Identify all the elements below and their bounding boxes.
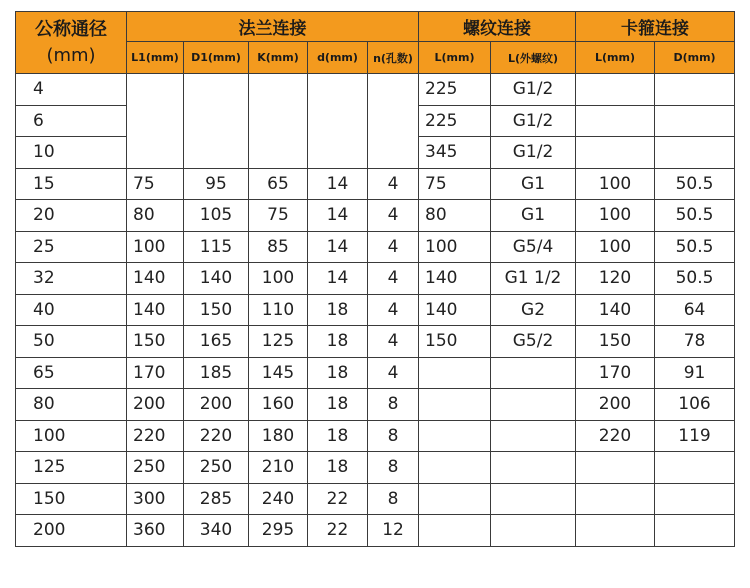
flange-d1-cell: 220: [184, 420, 249, 452]
flange-hole-count-cell: 8: [368, 420, 419, 452]
flange-d-cell: 18: [308, 357, 368, 389]
thread-length-cell: 100: [419, 231, 491, 263]
flange-hole-count-cell: 4: [368, 357, 419, 389]
flange-k-cell: 240: [249, 483, 308, 515]
thread-length-cell: [419, 515, 491, 547]
thread-length-cell: [419, 483, 491, 515]
col-header-thread-external: L(外螺纹): [491, 42, 576, 74]
clamp-diameter-cell: 78: [655, 326, 735, 358]
empty-flange-d-cell: [308, 74, 368, 169]
col-header-thread-l: L(mm): [419, 42, 491, 74]
clamp-diameter-cell: 106: [655, 389, 735, 421]
thread-spec-cell: G1/2: [491, 137, 576, 169]
nominal-diameter-cell: 20: [16, 200, 127, 232]
nominal-diameter-cell: 40: [16, 294, 127, 326]
thread-length-cell: [419, 420, 491, 452]
flange-d-cell: 18: [308, 294, 368, 326]
thread-spec-cell: G1: [491, 168, 576, 200]
flange-hole-count-cell: 4: [368, 231, 419, 263]
nominal-diameter-cell: 150: [16, 483, 127, 515]
flange-d1-cell: 340: [184, 515, 249, 547]
flange-l1-cell: 100: [127, 231, 184, 263]
clamp-length-cell: [576, 74, 655, 106]
flange-d1-cell: 115: [184, 231, 249, 263]
flange-l1-cell: 300: [127, 483, 184, 515]
flange-d1-cell: 150: [184, 294, 249, 326]
flange-l1-cell: 150: [127, 326, 184, 358]
thread-spec-cell: G2: [491, 294, 576, 326]
flange-hole-count-cell: 4: [368, 168, 419, 200]
flange-d-cell: 22: [308, 515, 368, 547]
clamp-diameter-cell: 50.5: [655, 231, 735, 263]
flange-d1-cell: 95: [184, 168, 249, 200]
col-header-flange-n: n(孔数): [368, 42, 419, 74]
table-row: [16, 294, 735, 326]
clamp-length-cell: 100: [576, 231, 655, 263]
flange-d-cell: 18: [308, 420, 368, 452]
table-row: [16, 357, 735, 389]
flange-d-cell: 22: [308, 483, 368, 515]
nominal-diameter-cell: 80: [16, 389, 127, 421]
flange-hole-count-cell: 8: [368, 452, 419, 484]
thread-length-cell: [419, 389, 491, 421]
clamp-diameter-cell: [655, 483, 735, 515]
clamp-diameter-cell: 50.5: [655, 168, 735, 200]
flange-d-cell: 18: [308, 389, 368, 421]
flange-k-cell: 210: [249, 452, 308, 484]
flange-k-cell: 65: [249, 168, 308, 200]
thread-spec-cell: G1/2: [491, 105, 576, 137]
nominal-diameter-cell: 32: [16, 263, 127, 295]
empty-flange-l1-cell: [127, 74, 184, 169]
flange-d1-cell: 165: [184, 326, 249, 358]
clamp-length-cell: 220: [576, 420, 655, 452]
thread-spec-cell: [491, 452, 576, 484]
empty-flange-d1-cell: [184, 74, 249, 169]
flange-l1-cell: 80: [127, 200, 184, 232]
flange-d-cell: 14: [308, 168, 368, 200]
flange-d-cell: 18: [308, 452, 368, 484]
col-header-flange-d1: D1(mm): [184, 42, 249, 74]
clamp-diameter-cell: 50.5: [655, 263, 735, 295]
flange-hole-count-cell: 8: [368, 483, 419, 515]
flange-d1-cell: 140: [184, 263, 249, 295]
thread-spec-cell: [491, 389, 576, 421]
flange-d-cell: 14: [308, 200, 368, 232]
clamp-length-cell: 170: [576, 357, 655, 389]
thread-length-cell: 225: [419, 105, 491, 137]
flange-k-cell: 125: [249, 326, 308, 358]
flange-hole-count-cell: 4: [368, 200, 419, 232]
clamp-length-cell: 100: [576, 168, 655, 200]
flange-l1-cell: 140: [127, 263, 184, 295]
table-row: [16, 326, 735, 358]
thread-length-cell: 140: [419, 294, 491, 326]
nominal-diameter-header: [16, 12, 127, 74]
table-row: [16, 231, 735, 263]
thread-spec-cell: G1: [491, 200, 576, 232]
thread-spec-cell: G1/2: [491, 74, 576, 106]
flange-l1-cell: 140: [127, 294, 184, 326]
clamp-length-cell: 140: [576, 294, 655, 326]
flange-k-cell: 75: [249, 200, 308, 232]
table-row: [16, 263, 735, 295]
clamp-diameter-cell: [655, 74, 735, 106]
thread-spec-cell: [491, 483, 576, 515]
clamp-length-cell: 120: [576, 263, 655, 295]
clamp-diameter-cell: 50.5: [655, 200, 735, 232]
thread-length-cell: [419, 452, 491, 484]
thread-spec-cell: [491, 420, 576, 452]
flange-l1-cell: 360: [127, 515, 184, 547]
clamp-diameter-cell: [655, 515, 735, 547]
thread-length-cell: 345: [419, 137, 491, 169]
nominal-diameter-cell: 50: [16, 326, 127, 358]
flange-k-cell: 85: [249, 231, 308, 263]
thread-spec-cell: [491, 515, 576, 547]
flange-l1-cell: 170: [127, 357, 184, 389]
thread-connection-header: 螺纹连接: [419, 12, 576, 42]
nominal-diameter-cell: 25: [16, 231, 127, 263]
table-row: [16, 74, 735, 106]
flange-hole-count-cell: 4: [368, 326, 419, 358]
col-header-flange-k: K(mm): [249, 42, 308, 74]
flange-d-cell: 14: [308, 231, 368, 263]
flange-connection-header: 法兰连接: [127, 12, 419, 42]
flange-hole-count-cell: 4: [368, 294, 419, 326]
flange-l1-cell: 220: [127, 420, 184, 452]
thread-spec-cell: [491, 357, 576, 389]
col-header-flange-d: d(mm): [308, 42, 368, 74]
col-header-clamp-d: D(mm): [655, 42, 735, 74]
clamp-length-cell: 150: [576, 326, 655, 358]
thread-spec-cell: G5/2: [491, 326, 576, 358]
flange-l1-cell: 200: [127, 389, 184, 421]
flange-k-cell: 180: [249, 420, 308, 452]
nominal-diameter-cell: 4: [16, 74, 127, 106]
table-row: [16, 452, 735, 484]
clamp-diameter-cell: [655, 137, 735, 169]
flange-d1-cell: 105: [184, 200, 249, 232]
clamp-diameter-cell: 64: [655, 294, 735, 326]
table-row: [16, 168, 735, 200]
flange-d-cell: 18: [308, 326, 368, 358]
clamp-length-cell: 200: [576, 389, 655, 421]
nominal-diameter-cell: 15: [16, 168, 127, 200]
clamp-diameter-cell: 91: [655, 357, 735, 389]
flange-d1-cell: 250: [184, 452, 249, 484]
thread-length-cell: [419, 357, 491, 389]
flange-l1-cell: 75: [127, 168, 184, 200]
nominal-diameter-cell: 6: [16, 105, 127, 137]
flange-d1-cell: 200: [184, 389, 249, 421]
flange-k-cell: 100: [249, 263, 308, 295]
flange-k-cell: 295: [249, 515, 308, 547]
clamp-length-cell: [576, 105, 655, 137]
nominal-diameter-cell: 10: [16, 137, 127, 169]
clamp-diameter-cell: [655, 452, 735, 484]
flange-d-cell: 14: [308, 263, 368, 295]
clamp-diameter-cell: [655, 105, 735, 137]
group-header-row: [16, 12, 735, 42]
flange-d1-cell: 285: [184, 483, 249, 515]
clamp-length-cell: [576, 452, 655, 484]
nominal-diameter-label: 公称通径: [35, 18, 107, 40]
table-row: [16, 483, 735, 515]
table-row: [16, 420, 735, 452]
flange-l1-cell: 250: [127, 452, 184, 484]
table-row: [16, 200, 735, 232]
flange-k-cell: 160: [249, 389, 308, 421]
clamp-diameter-cell: 119: [655, 420, 735, 452]
clamp-length-cell: [576, 483, 655, 515]
flange-hole-count-cell: 12: [368, 515, 419, 547]
table-body: [16, 74, 735, 547]
nominal-diameter-cell: 65: [16, 357, 127, 389]
flange-k-cell: 145: [249, 357, 308, 389]
flange-k-cell: 110: [249, 294, 308, 326]
thread-length-cell: 75: [419, 168, 491, 200]
col-header-flange-l1: L1(mm): [127, 42, 184, 74]
flange-hole-count-cell: 4: [368, 263, 419, 295]
table-row: [16, 515, 735, 547]
clamp-length-cell: [576, 515, 655, 547]
thread-length-cell: 140: [419, 263, 491, 295]
empty-flange-k-cell: [249, 74, 308, 169]
nominal-diameter-unit: (mm): [46, 44, 96, 66]
nominal-diameter-cell: 125: [16, 452, 127, 484]
clamp-connection-header: 卡箍连接: [576, 12, 735, 42]
thread-spec-cell: G1 1/2: [491, 263, 576, 295]
clamp-length-cell: [576, 137, 655, 169]
flange-hole-count-cell: 8: [368, 389, 419, 421]
thread-length-cell: 80: [419, 200, 491, 232]
table-row: [16, 389, 735, 421]
nominal-diameter-cell: 200: [16, 515, 127, 547]
nominal-diameter-cell: 100: [16, 420, 127, 452]
clamp-length-cell: 100: [576, 200, 655, 232]
thread-length-cell: 150: [419, 326, 491, 358]
thread-length-cell: 225: [419, 74, 491, 106]
col-header-clamp-l: L(mm): [576, 42, 655, 74]
flange-d1-cell: 185: [184, 357, 249, 389]
empty-flange-hole-count-cell: [368, 74, 419, 169]
thread-spec-cell: G5/4: [491, 231, 576, 263]
dimension-table: [15, 11, 735, 547]
